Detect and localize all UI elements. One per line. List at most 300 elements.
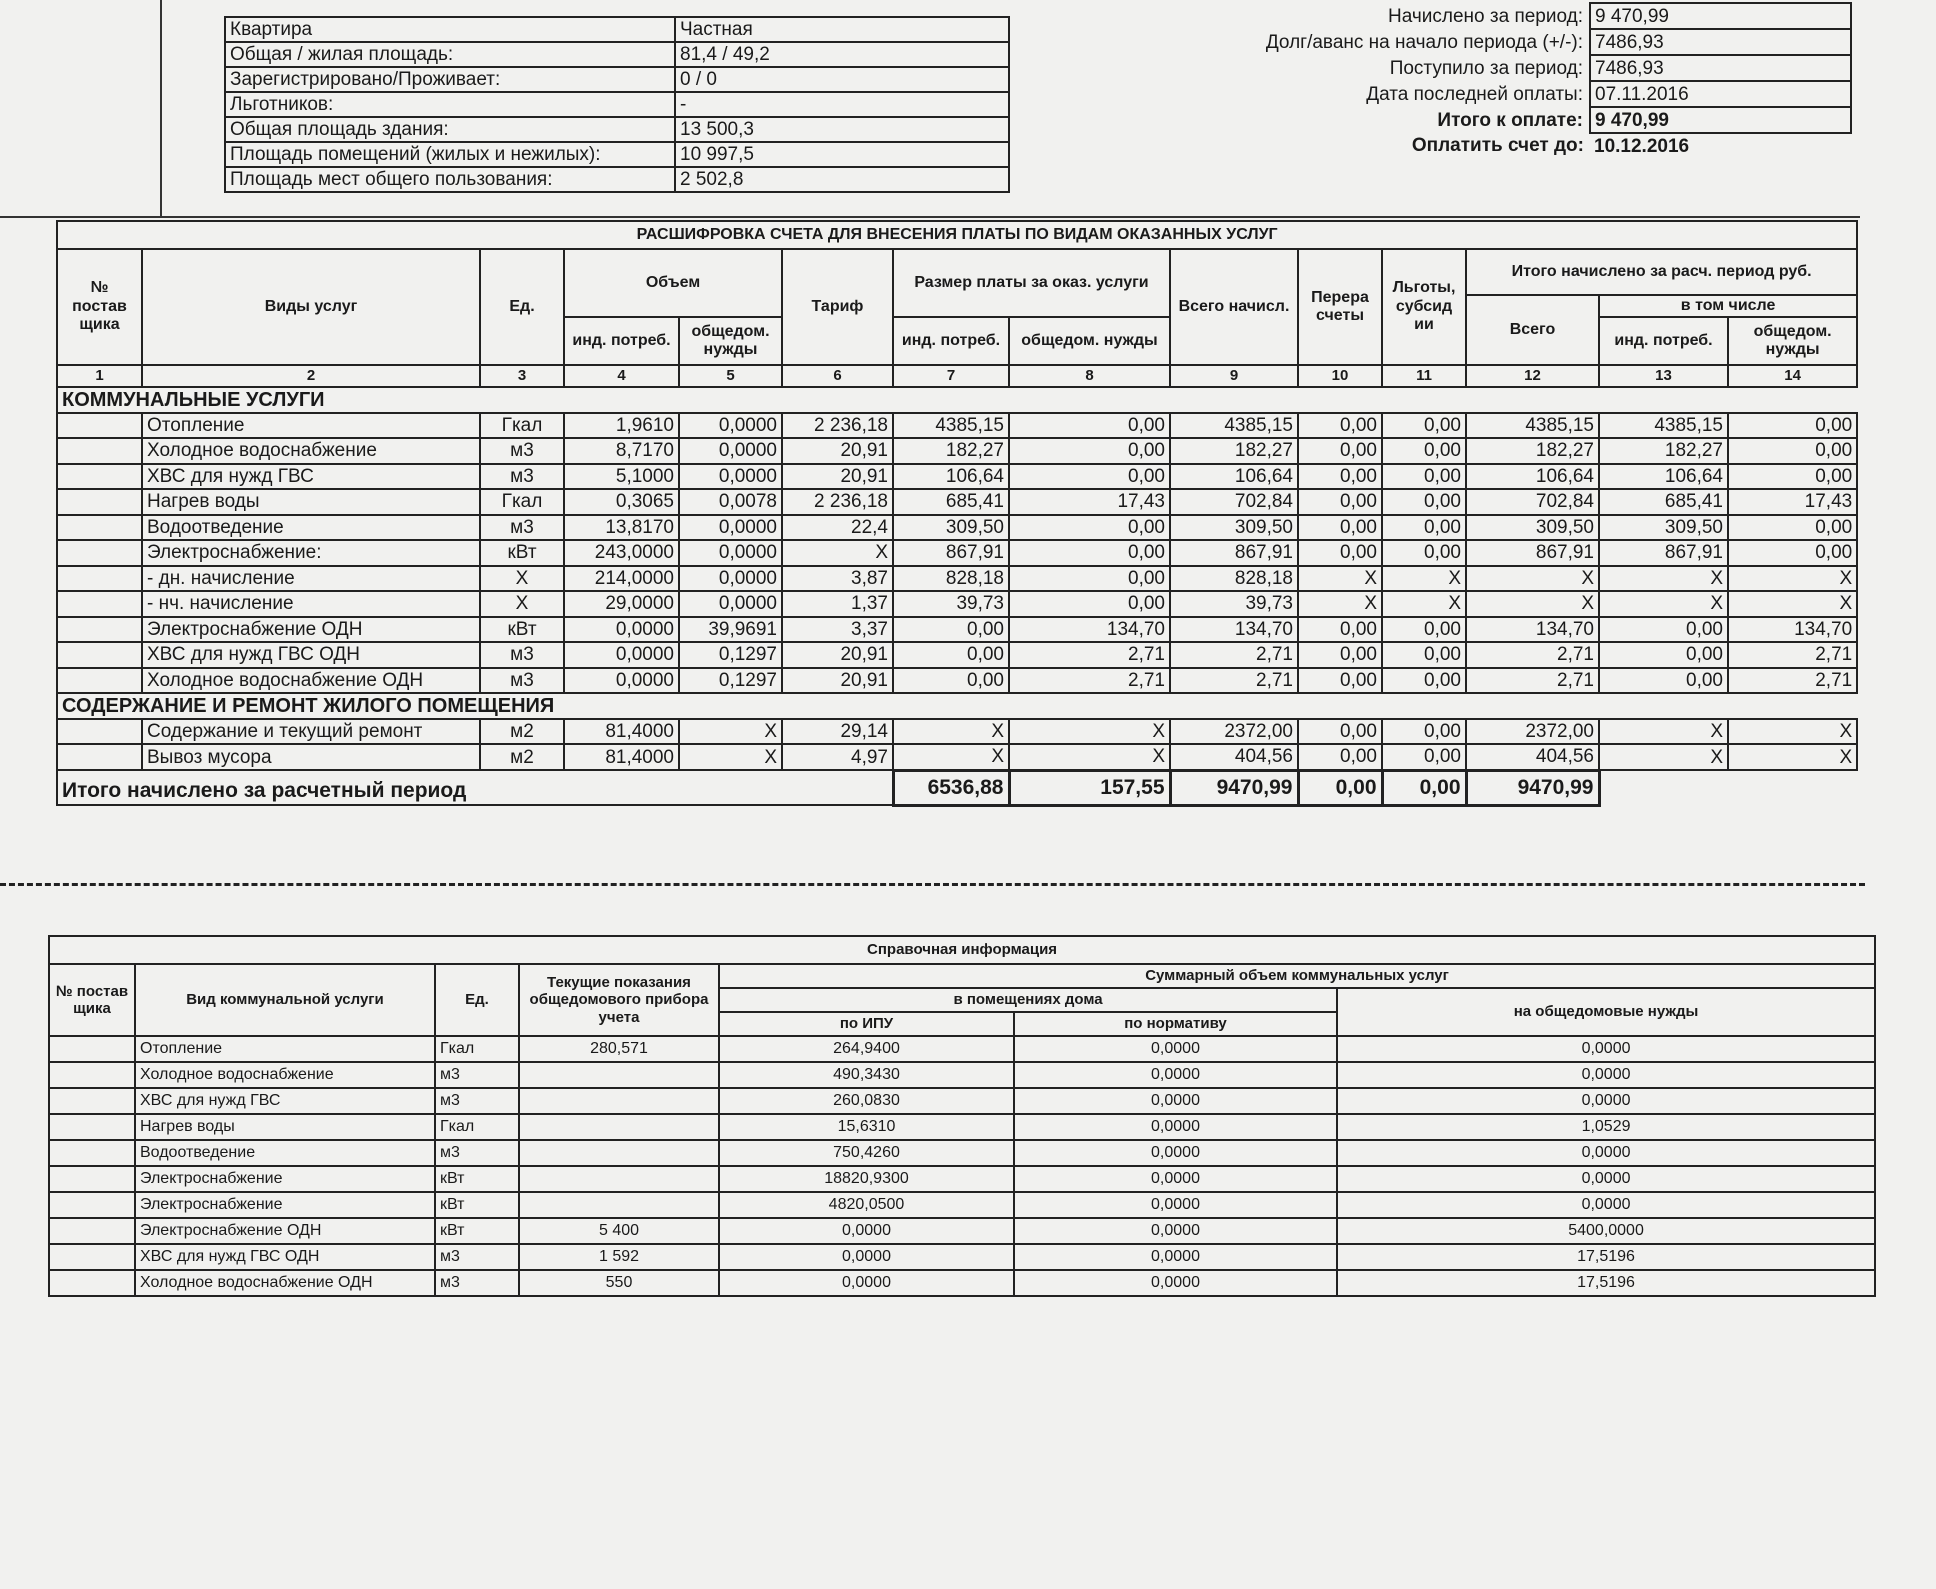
total-label: Итого начислено за расчетный период xyxy=(57,770,893,805)
table-cell: 0,0078 xyxy=(679,489,782,515)
col-pt-all: Всего xyxy=(1466,295,1599,365)
table-cell: X xyxy=(1728,744,1857,770)
table-cell: 0,0000 xyxy=(564,668,679,694)
col-supplier: № постав щика xyxy=(57,249,142,365)
table-cell: 0,00 xyxy=(1599,668,1728,694)
table-cell: 309,50 xyxy=(1170,515,1298,541)
table-cell: 39,9691 xyxy=(679,617,782,643)
table-cell: 0,00 xyxy=(1298,744,1382,770)
service-name: ХВС для нужд ГВС ОДН xyxy=(135,1244,435,1270)
table-cell: 4385,15 xyxy=(893,413,1009,439)
table-cell xyxy=(49,1270,135,1296)
service-name: Содержание и текущий ремонт xyxy=(142,719,480,745)
table-cell: 0,0000 xyxy=(679,413,782,439)
table-cell: 0,00 xyxy=(1298,617,1382,643)
info-value: 81,4 / 49,2 xyxy=(675,42,1009,67)
table-cell xyxy=(57,489,142,515)
table-cell: 5400,0000 xyxy=(1337,1218,1875,1244)
section-title: СОДЕРЖАНИЕ И РЕМОНТ ЖИЛОГО ПОМЕЩЕНИЯ xyxy=(57,693,1857,719)
column-number: 11 xyxy=(1382,365,1466,387)
table-cell xyxy=(57,617,142,643)
service-name: Электроснабжение ОДН xyxy=(135,1218,435,1244)
table-cell: 0,1297 xyxy=(679,642,782,668)
table-cell: X xyxy=(1298,591,1382,617)
table-cell: 702,84 xyxy=(1170,489,1298,515)
table-cell: м3 xyxy=(435,1088,519,1114)
table-cell: 0,00 xyxy=(1728,438,1857,464)
table-cell: кВт xyxy=(435,1192,519,1218)
column-number: 5 xyxy=(679,365,782,387)
service-name: Вывоз мусора xyxy=(142,744,480,770)
table-cell: 2,71 xyxy=(1466,668,1599,694)
service-name: Холодное водоснабжение xyxy=(135,1062,435,1088)
table-cell xyxy=(57,438,142,464)
table-cell: 4385,15 xyxy=(1466,413,1599,439)
table-cell: 0,00 xyxy=(1382,719,1466,745)
charges-breakdown-table xyxy=(56,220,1858,807)
table-cell: 0,00 xyxy=(1382,617,1466,643)
table-cell: 1,9610 xyxy=(564,413,679,439)
summary-label: Начислено за период: xyxy=(1388,5,1583,27)
table-cell: 280,571 xyxy=(519,1036,719,1062)
table-cell xyxy=(57,464,142,490)
col-service: Виды услуг xyxy=(142,249,480,365)
summary-label: Поступило за период: xyxy=(1389,57,1583,79)
table-cell xyxy=(49,1114,135,1140)
table-row xyxy=(49,1062,1875,1088)
table-cell: 0,00 xyxy=(1009,566,1170,592)
table-cell: X xyxy=(782,540,893,566)
total-value: 0,00 xyxy=(1298,770,1382,805)
service-name: Холодное водоснабжение ОДН xyxy=(135,1270,435,1296)
table-cell: 0,00 xyxy=(1298,668,1382,694)
table-cell: 867,91 xyxy=(893,540,1009,566)
table-cell: X xyxy=(893,744,1009,770)
table-cell: X xyxy=(1728,566,1857,592)
table-cell: 29,0000 xyxy=(564,591,679,617)
table-cell xyxy=(49,1218,135,1244)
table-cell: 0,0000 xyxy=(1014,1036,1337,1062)
table-cell: 0,0000 xyxy=(719,1218,1014,1244)
table-row xyxy=(57,566,1857,592)
total-value: 0,00 xyxy=(1382,770,1466,805)
table-row xyxy=(57,413,1857,439)
service-name: Отопление xyxy=(135,1036,435,1062)
column-number: 4 xyxy=(564,365,679,387)
apartment-info-table xyxy=(224,16,1010,193)
table-cell: 0,3065 xyxy=(564,489,679,515)
col-total: Всего начисл. xyxy=(1170,249,1298,365)
table-cell xyxy=(57,642,142,668)
table-cell: 0,0000 xyxy=(1337,1166,1875,1192)
table-cell: кВт xyxy=(435,1166,519,1192)
ref-col-common: на общедомовые нужды xyxy=(1337,988,1875,1036)
col-period-total: Итого начислено за расч. период руб. xyxy=(1466,249,1857,295)
table-row xyxy=(57,489,1857,515)
table-cell: 0,0000 xyxy=(1014,1114,1337,1140)
table-cell: 309,50 xyxy=(1466,515,1599,541)
table-cell: 39,73 xyxy=(1170,591,1298,617)
table-cell: 0,0000 xyxy=(1337,1062,1875,1088)
table-cell: 750,4260 xyxy=(719,1140,1014,1166)
table-cell: 0,00 xyxy=(1009,591,1170,617)
table-cell: 0,00 xyxy=(1298,515,1382,541)
table-cell: 17,5196 xyxy=(1337,1244,1875,1270)
table-cell: X xyxy=(1599,566,1728,592)
table-cell: 2,71 xyxy=(1009,642,1170,668)
table-cell xyxy=(519,1062,719,1088)
table-row xyxy=(57,464,1857,490)
table-cell: 2,71 xyxy=(1009,668,1170,694)
table-cell: X xyxy=(1009,744,1170,770)
service-name: - нч. начисление xyxy=(142,591,480,617)
table-cell: м3 xyxy=(480,642,564,668)
table-cell: 2372,00 xyxy=(1170,719,1298,745)
info-value: 10 997,5 xyxy=(675,142,1009,167)
table-cell: X xyxy=(480,566,564,592)
table-cell: 0,0000 xyxy=(1014,1166,1337,1192)
table-cell: 106,64 xyxy=(893,464,1009,490)
table-cell: 0,00 xyxy=(1728,413,1857,439)
table-cell: Гкал xyxy=(480,413,564,439)
service-name: Водоотведение xyxy=(135,1140,435,1166)
table-cell xyxy=(57,413,142,439)
info-label: Льготников: xyxy=(225,92,675,117)
table-cell: 828,18 xyxy=(1170,566,1298,592)
table-cell: 4385,15 xyxy=(1170,413,1298,439)
col-volume: Объем xyxy=(564,249,782,317)
table-cell: X xyxy=(1466,591,1599,617)
table-row xyxy=(57,642,1857,668)
table-cell: 0,00 xyxy=(1728,540,1857,566)
table-cell: 260,0830 xyxy=(719,1088,1014,1114)
column-number: 3 xyxy=(480,365,564,387)
table-cell: 1 592 xyxy=(519,1244,719,1270)
col-benefits: Льготы, субсид ии xyxy=(1382,249,1466,365)
col-payment: Размер платы за оказ. услуги xyxy=(893,249,1170,317)
summary-value: 7486,93 xyxy=(1590,55,1851,81)
table-row xyxy=(57,438,1857,464)
table-cell: X xyxy=(1298,566,1382,592)
table-cell: 243,0000 xyxy=(564,540,679,566)
table-cell: 3,37 xyxy=(782,617,893,643)
table-cell: 2,71 xyxy=(1170,642,1298,668)
table-cell: 490,3430 xyxy=(719,1062,1014,1088)
table-cell: 0,00 xyxy=(1298,489,1382,515)
service-name: Электроснабжение ОДН xyxy=(142,617,480,643)
table-row xyxy=(57,515,1857,541)
info-row xyxy=(225,167,1009,192)
ref-col-service: Вид коммунальной услуги xyxy=(135,964,435,1036)
table-cell: 0,00 xyxy=(1298,464,1382,490)
table-cell: 404,56 xyxy=(1466,744,1599,770)
table-cell: 0,0000 xyxy=(1014,1192,1337,1218)
table-cell: 2372,00 xyxy=(1466,719,1599,745)
info-label: Зарегистрировано/Проживает: xyxy=(225,67,675,92)
table-cell: 309,50 xyxy=(1599,515,1728,541)
table-cell: Гкал xyxy=(480,489,564,515)
info-value: Частная xyxy=(675,17,1009,42)
column-number: 1 xyxy=(57,365,142,387)
table-cell: 0,00 xyxy=(1382,489,1466,515)
info-label: Общая / жилая площадь: xyxy=(225,42,675,67)
table-cell: 0,0000 xyxy=(679,566,782,592)
main-table-title: РАСШИФРОВКА СЧЕТА ДЛЯ ВНЕСЕНИЯ ПЛАТЫ ПО ВИДАМ ОКАЗАННЫХ УСЛУГ xyxy=(57,221,1857,249)
col-vol-ind: инд. потреб. xyxy=(564,317,679,365)
summary-value: 9 470,99 xyxy=(1590,107,1851,133)
table-cell: 0,0000 xyxy=(564,642,679,668)
summary-label: Долг/аванс на начало периода (+/-): xyxy=(1265,31,1583,53)
table-cell: X xyxy=(1382,591,1466,617)
pay-until-value: 10.12.2016 xyxy=(1594,135,1690,157)
summary-label: Итого к оплате: xyxy=(1437,109,1583,131)
table-cell: 828,18 xyxy=(893,566,1009,592)
table-cell: Гкал xyxy=(435,1036,519,1062)
table-cell xyxy=(49,1244,135,1270)
summary-value: 9 470,99 xyxy=(1590,3,1851,29)
table-cell: X xyxy=(1382,566,1466,592)
table-cell: 0,0000 xyxy=(1014,1244,1337,1270)
table-cell xyxy=(49,1062,135,1088)
table-cell: 0,00 xyxy=(1298,413,1382,439)
service-name: Холодное водоснабжение xyxy=(142,438,480,464)
col-vol-common: общедом. нужды xyxy=(679,317,782,365)
table-cell: 20,91 xyxy=(782,464,893,490)
info-row xyxy=(225,42,1009,67)
info-value: 13 500,3 xyxy=(675,117,1009,142)
info-row xyxy=(225,142,1009,167)
table-cell: 0,00 xyxy=(1298,642,1382,668)
table-cell: 0,0000 xyxy=(679,515,782,541)
table-cell: 0,00 xyxy=(893,668,1009,694)
summary-value: 07.11.2016 xyxy=(1590,81,1851,107)
column-number: 12 xyxy=(1466,365,1599,387)
table-cell: 17,43 xyxy=(1728,489,1857,515)
table-cell: 81,4000 xyxy=(564,719,679,745)
table-cell: 0,0000 xyxy=(1337,1036,1875,1062)
cut-line xyxy=(0,883,1865,886)
table-cell: 0,00 xyxy=(1009,540,1170,566)
summary-row xyxy=(1205,3,1851,29)
column-number: 8 xyxy=(1009,365,1170,387)
table-cell: 17,43 xyxy=(1009,489,1170,515)
table-cell: 182,27 xyxy=(1170,438,1298,464)
table-cell: 0,0000 xyxy=(679,591,782,617)
table-cell: X xyxy=(1599,744,1728,770)
table-row xyxy=(49,1218,1875,1244)
table-cell: 106,64 xyxy=(1170,464,1298,490)
table-cell: 309,50 xyxy=(893,515,1009,541)
table-cell xyxy=(519,1140,719,1166)
table-cell: 134,70 xyxy=(1009,617,1170,643)
col-pt-incl: в том числе xyxy=(1599,295,1857,317)
table-cell: 2 236,18 xyxy=(782,489,893,515)
col-tariff: Тариф xyxy=(782,249,893,365)
section-maintenance xyxy=(57,693,1857,719)
summary-row xyxy=(1205,81,1851,107)
table-cell: 685,41 xyxy=(1599,489,1728,515)
ref-col-in-rooms: в помещениях дома xyxy=(719,988,1337,1012)
table-cell: 134,70 xyxy=(1728,617,1857,643)
info-row xyxy=(225,67,1009,92)
table-cell: 0,1297 xyxy=(679,668,782,694)
payment-summary xyxy=(1205,2,1852,158)
table-cell xyxy=(519,1088,719,1114)
table-cell: 134,70 xyxy=(1170,617,1298,643)
table-cell: 0,0000 xyxy=(719,1244,1014,1270)
ref-col-supplier: № постав щика xyxy=(49,964,135,1036)
table-cell: X xyxy=(1466,566,1599,592)
table-cell: 0,00 xyxy=(1382,744,1466,770)
table-cell: X xyxy=(679,744,782,770)
table-row xyxy=(49,1036,1875,1062)
ref-col-unit: Ед. xyxy=(435,964,519,1036)
table-cell: м3 xyxy=(435,1270,519,1296)
table-cell: кВт xyxy=(480,540,564,566)
table-cell: 0,00 xyxy=(1599,617,1728,643)
table-cell: м3 xyxy=(480,515,564,541)
table-cell: X xyxy=(893,719,1009,745)
horizontal-rule xyxy=(0,216,1860,218)
table-row xyxy=(49,1166,1875,1192)
table-cell: м3 xyxy=(480,438,564,464)
info-label: Площадь мест общего пользования: xyxy=(225,167,675,192)
total-value: 6536,88 xyxy=(893,770,1009,805)
table-row xyxy=(57,617,1857,643)
table-cell: 0,00 xyxy=(1298,719,1382,745)
table-cell: 0,0000 xyxy=(1014,1270,1337,1296)
table-cell: 17,5196 xyxy=(1337,1270,1875,1296)
col-recalc: Перера счеты xyxy=(1298,249,1382,365)
service-name: Нагрев воды xyxy=(135,1114,435,1140)
summary-label: Дата последней оплаты: xyxy=(1366,83,1583,105)
table-cell: 5 400 xyxy=(519,1218,719,1244)
table-cell: м2 xyxy=(480,719,564,745)
table-cell: 13,8170 xyxy=(564,515,679,541)
column-number: 13 xyxy=(1599,365,1728,387)
table-cell: X xyxy=(480,591,564,617)
info-label: Общая площадь здания: xyxy=(225,117,675,142)
table-cell: 1,37 xyxy=(782,591,893,617)
table-cell: 15,6310 xyxy=(719,1114,1014,1140)
table-cell: 867,91 xyxy=(1170,540,1298,566)
table-cell: 106,64 xyxy=(1466,464,1599,490)
table-cell: кВт xyxy=(480,617,564,643)
table-cell: 214,0000 xyxy=(564,566,679,592)
table-cell: 182,27 xyxy=(1466,438,1599,464)
col-unit: Ед. xyxy=(480,249,564,365)
table-cell: кВт xyxy=(435,1218,519,1244)
pay-until-label: Оплатить счет до: xyxy=(1411,135,1584,156)
ref-col-summary: Суммарный объем коммунальных услуг xyxy=(719,964,1875,988)
info-label: Площадь помещений (жилых и нежилых): xyxy=(225,142,675,167)
table-row xyxy=(57,744,1857,770)
table-cell: X xyxy=(1728,591,1857,617)
table-row xyxy=(57,668,1857,694)
service-name: Холодное водоснабжение ОДН xyxy=(142,668,480,694)
service-name: Электроснабжение xyxy=(135,1192,435,1218)
info-value: 2 502,8 xyxy=(675,167,1009,192)
table-cell: 0,0000 xyxy=(1337,1140,1875,1166)
table-cell: 20,91 xyxy=(782,642,893,668)
table-cell: 702,84 xyxy=(1466,489,1599,515)
table-cell: 4820,0500 xyxy=(719,1192,1014,1218)
table-cell xyxy=(57,515,142,541)
total-value: 9470,99 xyxy=(1466,770,1599,805)
service-name: Электроснабжение: xyxy=(142,540,480,566)
table-cell xyxy=(57,540,142,566)
column-number: 6 xyxy=(782,365,893,387)
ref-col-ipu: по ИПУ xyxy=(719,1012,1014,1036)
service-name: ХВС для нужд ГВС xyxy=(135,1088,435,1114)
table-cell xyxy=(519,1166,719,1192)
table-cell: 29,14 xyxy=(782,719,893,745)
table-cell xyxy=(49,1192,135,1218)
table-row xyxy=(49,1114,1875,1140)
info-row xyxy=(225,17,1009,42)
table-cell: 0,00 xyxy=(893,617,1009,643)
table-cell: 0,00 xyxy=(1382,438,1466,464)
table-cell: X xyxy=(1599,591,1728,617)
table-cell: 0,00 xyxy=(1009,413,1170,439)
table-cell: 4385,15 xyxy=(1599,413,1728,439)
table-cell: 0,00 xyxy=(1728,464,1857,490)
col-pt-ind: инд. потреб. xyxy=(1599,317,1728,365)
table-cell: 404,56 xyxy=(1170,744,1298,770)
ref-table-title: Справочная информация xyxy=(49,936,1875,964)
table-cell: 3,87 xyxy=(782,566,893,592)
table-cell: 106,64 xyxy=(1599,464,1728,490)
table-cell: 0,00 xyxy=(1382,668,1466,694)
section-title: КОММУНАЛЬНЫЕ УСЛУГИ xyxy=(57,387,1857,413)
table-cell xyxy=(57,719,142,745)
table-cell: м3 xyxy=(435,1062,519,1088)
table-cell: 2,71 xyxy=(1728,668,1857,694)
table-cell xyxy=(519,1192,719,1218)
table-cell: 0,0000 xyxy=(1014,1062,1337,1088)
table-cell: 0,00 xyxy=(1382,464,1466,490)
table-cell: 182,27 xyxy=(893,438,1009,464)
table-cell: 0,0000 xyxy=(719,1270,1014,1296)
table-cell: 0,00 xyxy=(1298,438,1382,464)
service-name: Электроснабжение xyxy=(135,1166,435,1192)
table-cell: 264,9400 xyxy=(719,1036,1014,1062)
table-cell: 134,70 xyxy=(1466,617,1599,643)
table-cell xyxy=(49,1166,135,1192)
section-utilities xyxy=(57,387,1857,413)
table-cell: 18820,9300 xyxy=(719,1166,1014,1192)
column-number: 9 xyxy=(1170,365,1298,387)
table-cell: 0,00 xyxy=(1009,438,1170,464)
table-cell: 0,0000 xyxy=(679,464,782,490)
info-label: Квартира xyxy=(225,17,675,42)
column-number: 14 xyxy=(1728,365,1857,387)
table-row xyxy=(49,1140,1875,1166)
table-cell xyxy=(49,1088,135,1114)
ref-col-meter: Текущие показания общедомового прибора учета xyxy=(519,964,719,1036)
table-cell: 0,0000 xyxy=(1014,1088,1337,1114)
table-cell: м3 xyxy=(480,668,564,694)
table-cell xyxy=(57,744,142,770)
table-cell: 2 236,18 xyxy=(782,413,893,439)
table-cell: 8,7170 xyxy=(564,438,679,464)
table-cell: 39,73 xyxy=(893,591,1009,617)
table-cell: 20,91 xyxy=(782,668,893,694)
summary-value: 7486,93 xyxy=(1590,29,1851,55)
info-value: - xyxy=(675,92,1009,117)
table-cell: м3 xyxy=(435,1244,519,1270)
table-cell: 0,00 xyxy=(1382,642,1466,668)
